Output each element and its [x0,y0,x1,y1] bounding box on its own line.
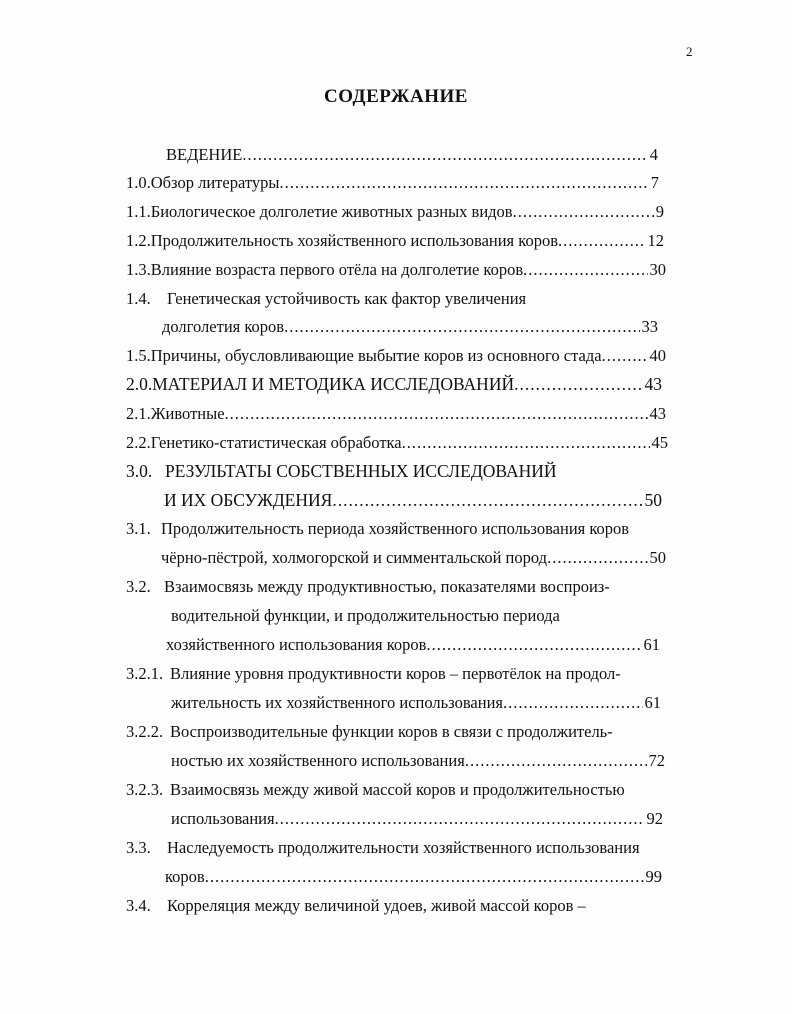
toc-entry-text: Продолжительность периода хозяйственного использования коров [161,519,630,538]
toc-entry [126,202,664,222]
toc-leader [279,173,648,193]
toc-entry [126,577,610,597]
toc-entry-text: Наследуемость продолжительности хозяйственного использования [167,838,640,857]
toc-leader [547,548,647,568]
toc-entry-page: 61 [643,635,660,654]
toc-entry-text: Причины, обусловливающие выбытие коров из основного стада [150,346,602,365]
toc-entry-number: 3.1. [126,519,151,538]
toc-entry-text: ностью их хозяйственного использования [171,751,465,770]
toc-entry-text: Взаимосвязь между живой массой коров и продолжительностью [170,780,625,799]
toc-entry-text: Генетико-статистическая обработка [150,433,402,452]
toc-entry-number: 1.3. [126,260,151,279]
toc-leader [514,374,642,394]
toc-entry-page: 43 [649,404,666,423]
toc-entry-text: ВЕДЕНИЕ [166,145,243,164]
toc-entry-text: хозяйственного использования коров [166,635,427,654]
toc-entry [126,433,668,453]
toc-leader [284,317,639,337]
toc-entry-text: Генетическая устойчивость как фактор увеличения [167,289,527,308]
toc-leader [402,433,650,453]
toc-entry [171,693,661,713]
toc-entry-page: 92 [646,809,663,828]
toc-entry-page: 40 [649,346,666,365]
toc-entry-text: водительной функции, и продолжительностью периода [171,606,560,625]
toc-entry-number: 1.5. [126,346,151,365]
toc-entry [166,635,660,655]
toc-entry-number: 3.3. [126,838,151,857]
toc-entry-number: 3.0. [126,461,153,481]
toc-leader [503,693,643,713]
toc-entry-number: 1.4. [126,289,151,308]
toc-entry-text: жительность их хозяйственного использования [171,693,503,712]
toc-entry-page: 61 [644,693,661,712]
toc-entry-page: 43 [644,374,662,394]
toc-entry-text: использования [171,809,275,828]
toc-entry [126,173,659,193]
toc-leader [242,145,647,165]
toc-leader [275,809,645,829]
toc-entry [161,548,666,568]
toc-entry-page: 50 [644,490,662,510]
toc-entry-number: 3.2.1. [126,664,164,683]
toc-entry-page: 33 [641,317,658,336]
toc-entry [126,519,629,539]
toc-entry [126,664,621,684]
toc-entry [164,490,662,510]
toc-entry-number: 3.2. [126,577,151,596]
toc-entry [166,145,658,165]
toc-entry [126,260,666,280]
toc-entry-text: Воспроизводительные функции коров в связи с продолжитель- [170,722,613,741]
toc-entry-number: 2.1. [126,404,151,423]
toc-entry [171,809,663,829]
toc-entry-text: Влияние уровня продуктивности коров – первотёлок на продол- [170,664,621,683]
toc-entry [171,606,560,626]
toc-leader [465,751,647,771]
toc-entry [171,751,665,771]
toc-entry-text: коров [165,867,205,886]
toc-leader [558,231,646,251]
toc-entry-number: 3.2.3. [126,780,164,799]
toc-entry-text: чёрно-пёстрой, холмогорской и симментальской пород [161,548,548,567]
page-number: 2 [686,44,693,59]
toc-leader [332,490,642,510]
toc-entry [126,374,662,394]
toc-entry-text: Корреляция между величиной удоев, живой массой коров – [167,896,586,915]
toc-entry-text: долголетия коров [162,317,285,336]
toc-leader [513,202,654,222]
toc-entry-number: 1.1. [126,202,151,221]
toc-entry-number: 1.2. [126,231,151,250]
toc-entry [126,289,526,309]
toc-entry-number: 3.4. [126,896,151,915]
toc-entry-page: 50 [649,548,666,567]
toc-entry [126,461,557,481]
toc-entry [126,346,666,366]
toc-entry-text: РЕЗУЛЬТАТЫ СОБСТВЕННЫХ ИССЛЕДОВАНИЙ [165,461,557,481]
toc-entry [126,231,664,251]
toc-leader [602,346,648,366]
toc-leader [205,867,644,887]
toc-entry-text: Влияние возраста первого отёла на долголетие коров [150,260,524,279]
toc-entry [126,404,666,424]
toc-entry-text: Взаимосвязь между продуктивностью, показателями воспроиз- [164,577,610,596]
toc-entry-page: 9 [655,202,664,221]
toc-entry [126,722,613,742]
toc-entry-number: 2.2. [126,433,151,452]
toc-entry-page: 7 [650,173,659,192]
toc-entry [165,867,662,887]
toc-leader [426,635,641,655]
toc-entry-text: МАТЕРИАЛ И МЕТОДИКА ИССЛЕДОВАНИЙ [152,374,515,394]
toc-entry-text: Продолжительность хозяйственного использования коров [150,231,558,250]
toc-entry-page: 72 [648,751,665,770]
toc-entry-page: 4 [649,145,658,164]
toc-entry-text: Обзор литературы [150,173,280,192]
toc-entry-text: И ИХ ОБСУЖДЕНИЯ [164,490,333,510]
toc-entry-page: 45 [651,433,668,452]
toc-entry-page: 30 [649,260,666,279]
toc-entry [126,896,586,916]
toc-entry [126,838,640,858]
toc-entry-number: 2.0. [126,374,153,394]
toc-leader [523,260,647,280]
toc-entry-number: 1.0. [126,173,151,192]
toc-entry-number: 3.2.2. [126,722,164,741]
toc-leader [225,404,648,424]
toc-entry-text: Биологическое долголетие животных разных видов [150,202,513,221]
toc-entry-page: 99 [645,867,662,886]
page-title: СОДЕРЖАНИЕ [324,86,468,107]
toc-entry [126,780,625,800]
toc-entry-text: Животные [150,404,225,423]
toc-entry [162,317,658,337]
toc-entry-page: 12 [647,231,664,250]
